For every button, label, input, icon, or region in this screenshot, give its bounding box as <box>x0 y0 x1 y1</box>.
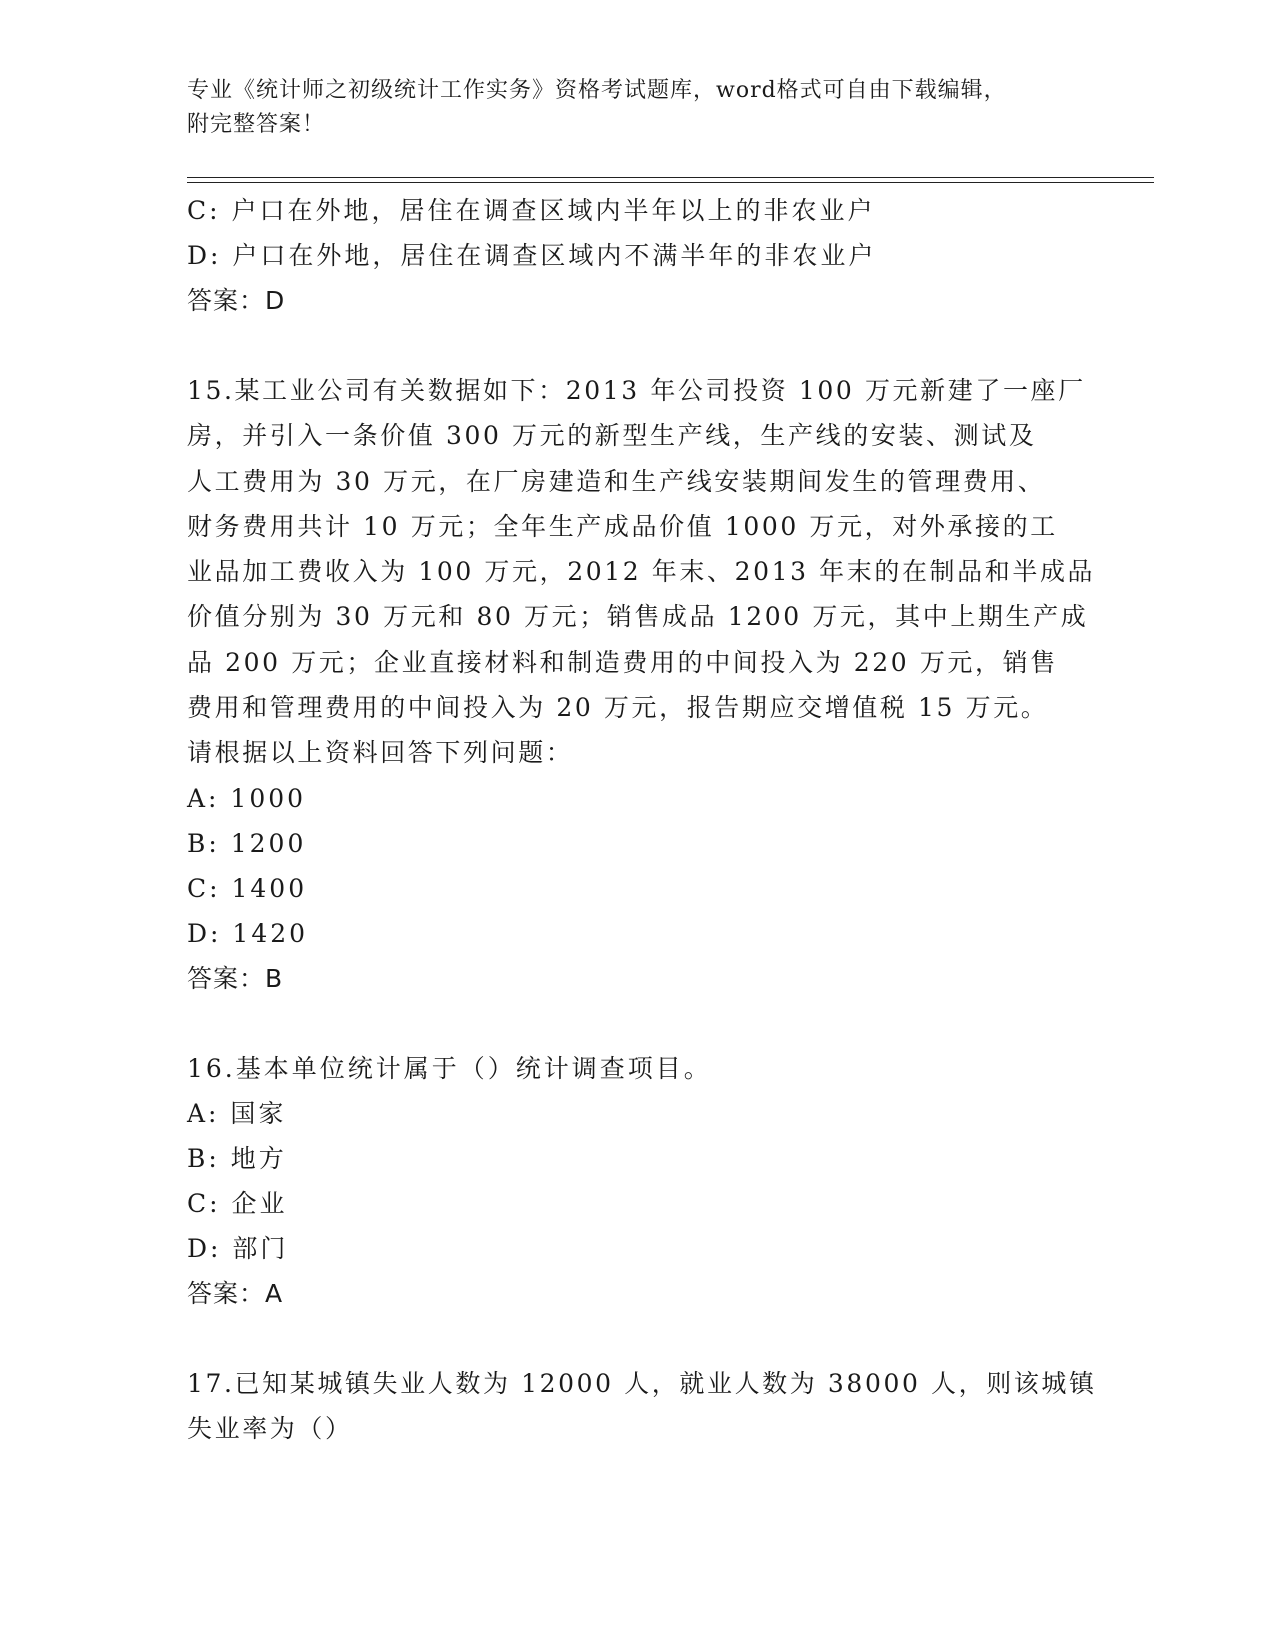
option-c: C: 企业 <box>187 1188 288 1218</box>
stem-line: 17.已知某城镇失业人数为 12000 人，就业人数为 38000 人，则该城镇 <box>187 1368 1097 1398</box>
header-line-2: 附完整答案！ <box>187 112 326 137</box>
option-a: A: 1000 <box>187 783 307 813</box>
option-a: A: 国家 <box>187 1098 287 1128</box>
stem-line: 业品加工费收入为 100 万元，2012 年末、2013 年末的在制品和半成品 <box>187 557 1096 587</box>
document-header <box>187 74 1067 142</box>
spacer <box>187 1316 1087 1361</box>
stem-line: 品 200 万元；企业直接材料和制造费用的中间投入为 220 万元，销售 <box>187 647 1058 677</box>
answer: 答案：B <box>187 963 284 993</box>
answer: 答案：D <box>187 286 286 315</box>
stem-line: 人工费用为 30 万元，在厂房建造和生产线安装期间发生的管理费用、 <box>187 466 1046 496</box>
question-stem <box>187 1361 1097 1452</box>
question-stem: 16.基本单位统计属于（）统计调查项目。 <box>187 1053 712 1083</box>
option-d: D: 户口在外地，居住在调查区域内不满半年的非农业户 <box>187 241 877 270</box>
stem-line: 房，并引入一条价值 300 万元的新型生产线，生产线的安装、测试及 <box>187 421 1037 451</box>
question-14-tail <box>187 188 1087 323</box>
stem-line: 15.某工业公司有关数据如下：2013 年公司投资 100 万元新建了一座厂 <box>187 376 1086 405</box>
stem-line: 请根据以上资料回答下列问题： <box>187 738 574 768</box>
question-stem <box>187 368 1096 776</box>
answer: 答案：A <box>187 1278 284 1308</box>
header-line-1: 专业《统计师之初级统计工作实务》资格考试题库，word格式可自由下载编辑， <box>187 78 1007 103</box>
option-c: C: 户口在外地，居住在调查区域内半年以上的非农业户 <box>187 196 876 225</box>
question-15 <box>187 368 1096 1001</box>
option-b: B: 1200 <box>187 828 307 858</box>
option-c: C: 1400 <box>187 873 308 903</box>
header-divider-bottom <box>187 182 1154 183</box>
header-divider-top <box>187 177 1154 178</box>
spacer <box>187 323 1087 368</box>
stem-line: 财务费用共计 10 万元；全年生产成品价值 1000 万元，对外承接的工 <box>187 511 1058 541</box>
stem-line: 失业率为（） <box>187 1413 353 1443</box>
option-d: D: 1420 <box>187 918 309 948</box>
question-content <box>187 188 1097 1451</box>
question-17 <box>187 1361 1097 1452</box>
spacer <box>187 1001 1087 1046</box>
option-b: B: 地方 <box>187 1143 287 1173</box>
option-d: D: 部门 <box>187 1233 289 1263</box>
stem-line: 价值分别为 30 万元和 80 万元；销售成品 1200 万元，其中上期生产成 <box>187 602 1089 632</box>
question-16 <box>187 1046 1087 1316</box>
stem-line: 费用和管理费用的中间投入为 20 万元，报告期应交增值税 15 万元。 <box>187 693 1049 723</box>
